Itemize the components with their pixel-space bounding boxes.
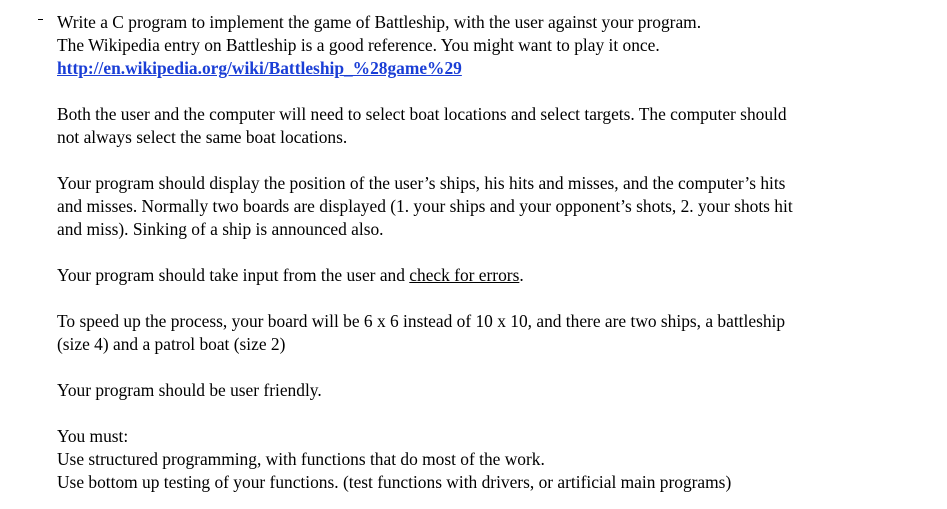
requirements-paragraph [57, 425, 937, 494]
display-paragraph [57, 172, 937, 241]
board-paragraph [57, 310, 937, 356]
input-paragraph [57, 264, 937, 287]
input-line [57, 264, 937, 287]
display-line-1: Your program should display the position of the user’s ships, his hits and misses, and the computer’s hits [57, 173, 786, 193]
intro-paragraph [57, 11, 937, 80]
wikipedia-battleship-link[interactable]: http://en.wikipedia.org/wiki/Battleship_%28game%29 [57, 58, 462, 78]
board-line-2: (size 4) and a patrol boat (size 2) [57, 334, 286, 354]
friendly-paragraph [57, 379, 937, 402]
board-line-1: To speed up the process, your board will be 6 x 6 instead of 10 x 10, and there are two ships, a battleship [57, 311, 786, 331]
intro-line-1: Write a C program to implement the game of Battleship, with the user against your program. [57, 12, 702, 32]
locations-line-1: Both the user and the computer will need to select boat locations and select targets. The computer should [57, 104, 787, 124]
intro-link-line [57, 57, 937, 80]
requirements-heading: You must: [57, 426, 129, 446]
requirement-item-2: Use bottom up testing of your functions. (test functions with drivers, or artificial main programs) [57, 472, 732, 492]
locations-line-2: not always select the same boat locations. [57, 127, 348, 147]
friendly-line: Your program should be user friendly. [57, 380, 322, 400]
bullet-dash [38, 19, 43, 20]
input-prefix: Your program should take input from the user and [57, 265, 410, 285]
assignment-document [57, 11, 937, 494]
display-line-2: and misses. Normally two boards are displayed (1. your ships and your opponent’s shots, 2. your shots hit [57, 196, 793, 216]
check-for-errors-text: check for errors [409, 265, 520, 285]
input-suffix: . [519, 265, 524, 285]
display-line-3: and miss). Sinking of a ship is announced also. [57, 219, 384, 239]
requirement-item-1: Use structured programming, with functions that do most of the work. [57, 449, 545, 469]
intro-line-2: The Wikipedia entry on Battleship is a good reference. You might want to play it once. [57, 35, 660, 55]
locations-paragraph [57, 103, 937, 149]
